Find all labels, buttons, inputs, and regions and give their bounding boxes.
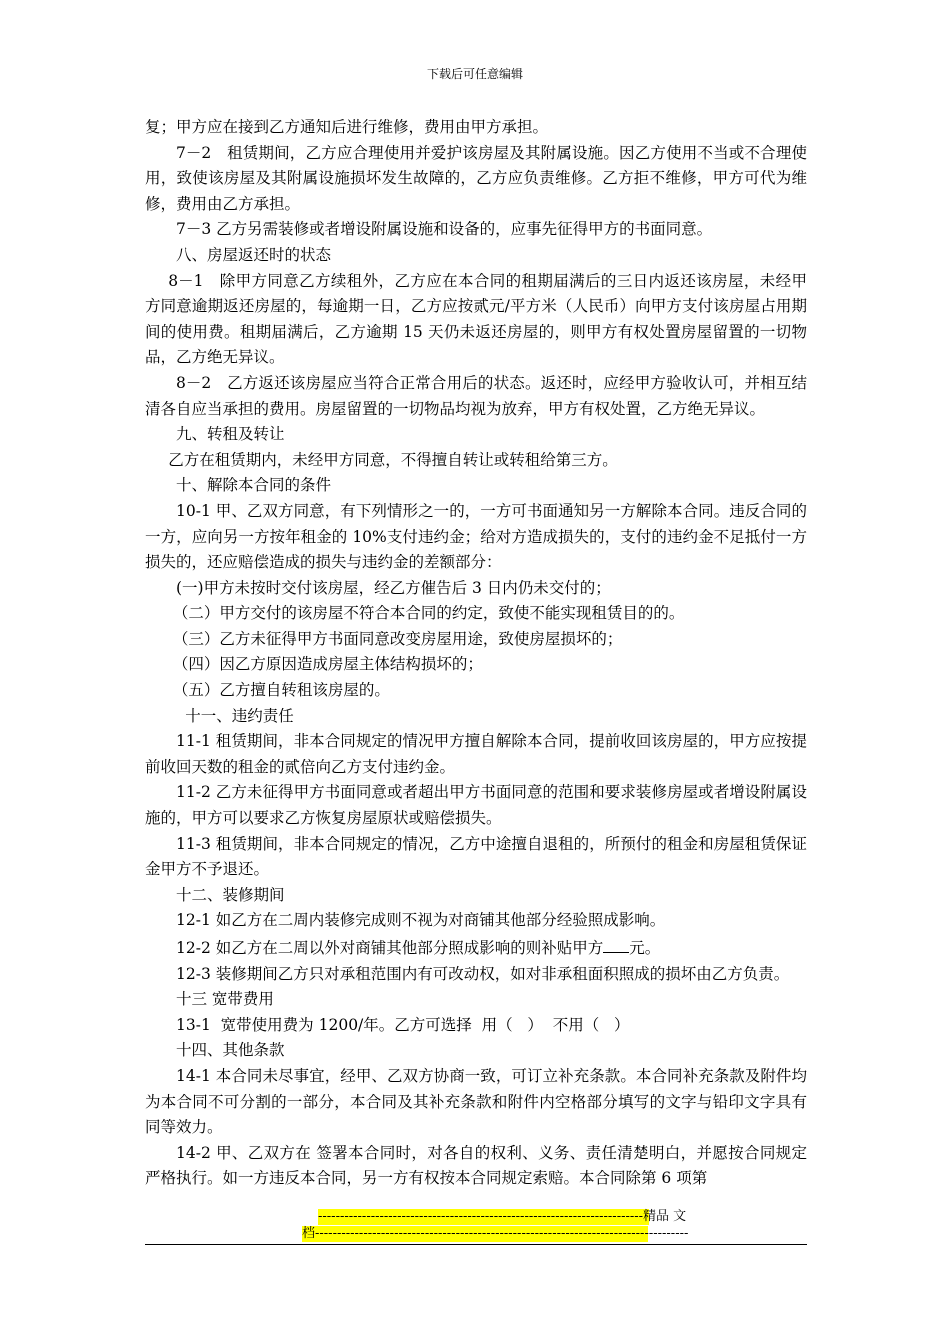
list-item: （四）因乙方原因造成房屋主体结构损坏的；	[172, 655, 483, 674]
paragraph: 8－1 除甲方同意乙方续租外，乙方应在本合同的租期届满后的三日内返还该房屋，未经甲方同意逾期返还房屋的，每逾期一日，乙方应按贰元/平方米（人民币）向甲方支付该房屋占用期间的使用费。租期届满后，乙方逾期 15 天仍未返还房屋的，则甲方有权处置房屋留置的一切物品，乙方绝无异议。	[145, 271, 807, 367]
paragraph: 7－2 租赁期间，乙方应合理使用并爱护该房屋及其附属设施。因乙方使用不当或不合理使用，致使该房屋及其附属设施损坏发生故障的，乙方应负责维修。乙方拒不维修，甲方可代为维修，费用由乙方承担。	[145, 143, 807, 213]
paragraph	[145, 934, 807, 962]
paragraph-text: 12-2 如乙方在二周以外对商铺其他部分照成影响的则补贴甲方	[176, 939, 604, 957]
document-body	[145, 115, 807, 1192]
paragraph: 10-1 甲、乙双方同意，有下列情形之一的，一方可书面通知另一方解除本合同。违反合同的一方，应向另一方按年租金的 10%支付违约金；给对方造成损失的，支付的违约金不足抵付一方损失的，还应赔偿造成的损失与违约金的差额部分：	[145, 501, 807, 572]
paragraph: 11-1 租赁期间，非本合同规定的情况甲方擅自解除本合同，提前收回该房屋的，甲方应按提前收回天数的租金的贰倍向乙方支付违约金。	[145, 732, 807, 776]
page-header: 下载后可任意编辑	[426, 67, 523, 81]
paragraph: 14-1 本合同未尽事宜，经甲、乙双方协商一致，可订立补充条款。本合同补充条款及附件均为本合同不可分割的一部分，本合同及其补充条款和附件内空格部分填写的文字与铅印文字具有同等效力。	[145, 1066, 807, 1137]
paragraph: 12-1 如乙方在二周内装修完成则不视为对商铺其他部分经验照成影响。	[176, 911, 666, 930]
footer-line: 档-------------------------------------------------------------------------------------	[302, 1226, 689, 1241]
paragraph: 复；甲方应在接到乙方通知后进行维修，费用由甲方承担。	[145, 118, 549, 136]
section-heading: 十二、装修期间	[176, 885, 285, 904]
list-item: （五）乙方擅自转租该房屋的。	[172, 681, 390, 700]
paragraph: 11-3 租赁期间，非本合同规定的情况，乙方中途擅自退租的，所预付的租金和房屋租赁保证金甲方不予退还。	[145, 834, 807, 879]
paragraph: 11-2 乙方未征得甲方书面同意或者超出甲方书面同意的范围和要求装修房屋或者增设附属设施的，甲方可以要求乙方恢复房屋原状或赔偿损失。	[145, 783, 807, 828]
section-heading: 十、解除本合同的条件	[176, 476, 332, 495]
paragraph: 12-3 装修期间乙方只对承租范围内有可改动权，如对非承租面积照成的损坏由乙方负责。	[176, 964, 790, 983]
section-heading: 九、转租及转让	[176, 425, 285, 444]
paragraph: 7－3 乙方另需装修或者增设附属设施和设备的，应事先征得甲方的书面同意。	[176, 220, 713, 239]
section-heading: 十四、其他条款	[176, 1041, 285, 1060]
list-item: （三）乙方未征得甲方书面同意改变房屋用途，致使房屋损坏的；	[172, 629, 623, 648]
paragraph: 13-1 宽带使用费为 1200/年。乙方可选择 用（ ） 不用（ ）	[176, 1015, 630, 1034]
section-heading: 八、房屋返还时的状态	[176, 245, 332, 264]
list-item: （二）甲方交付的该房屋不符合本合同的约定，致使不能实现租赁目的的。	[172, 604, 685, 623]
section-heading: 十一、违约责任	[185, 706, 294, 725]
paragraph-text: 元。	[629, 939, 661, 957]
paragraph: 8－2 乙方返还该房屋应当符合正常合用后的状态。返还时，应经甲方验收认可，并相互结清各自应当承担的费用。房屋留置的一切物品均视为放弃，甲方有权处置，乙方绝无异议。	[145, 373, 807, 418]
footer-line: --------------------------------------------------------------------------精品 文	[318, 1209, 687, 1224]
paragraph: 乙方在租赁期内，未经甲方同意，不得擅自转让或转租给第三方。	[168, 450, 618, 469]
list-item: (一)甲方未按时交付该房屋，经乙方催告后 3 日内仍未交付的；	[176, 578, 611, 597]
footer-divider	[145, 1244, 807, 1245]
fill-in-blank	[603, 934, 629, 953]
section-heading: 十三 宽带费用	[176, 990, 274, 1009]
paragraph: 14-2 甲、乙双方在 签署本合同时，对各自的权利、义务、责任清楚明白，并愿按合同规定严格执行。如一方违反本合同，另一方有权按本合同规定索赔。本合同除第 6 项第	[145, 1143, 807, 1188]
